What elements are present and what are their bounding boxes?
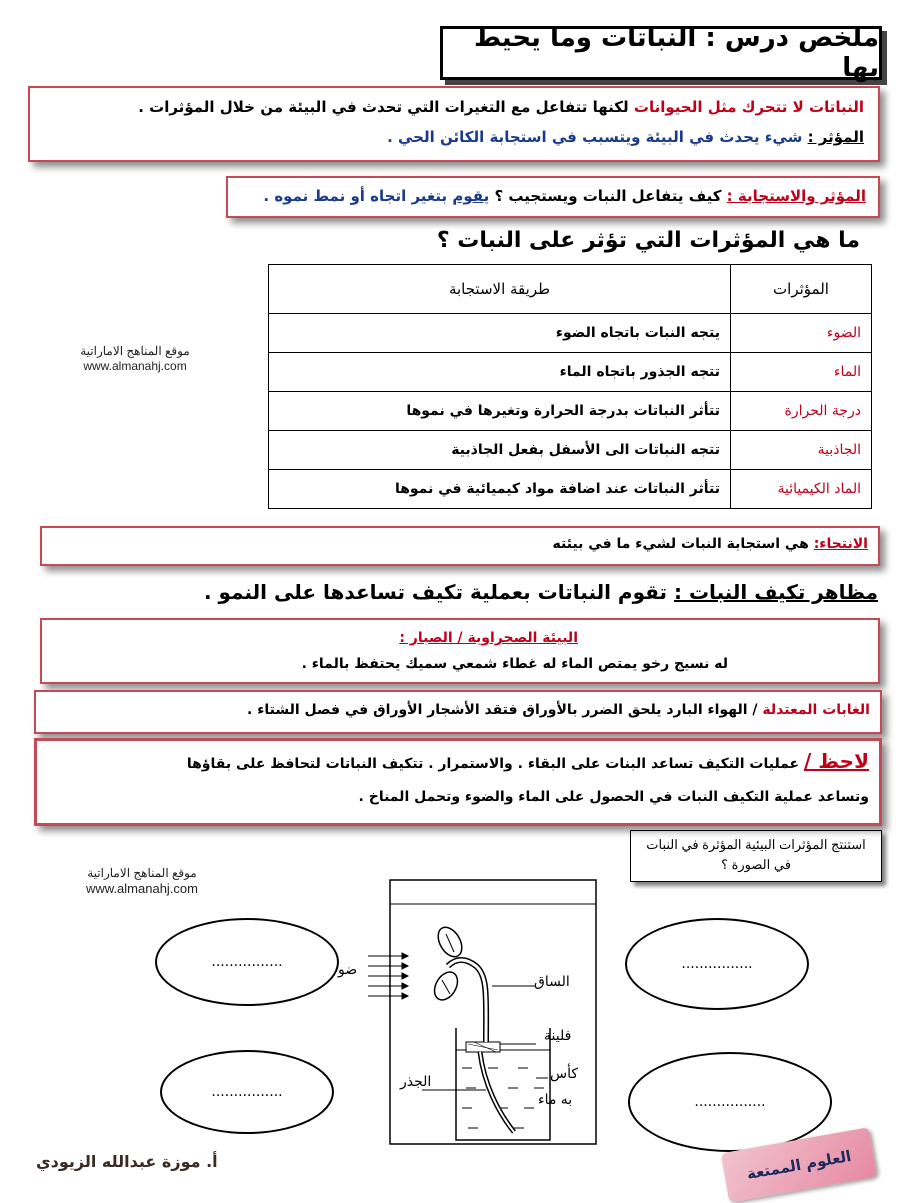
site-name: موقع المناهج الاماراتية bbox=[80, 344, 190, 358]
site-watermark bbox=[60, 344, 210, 374]
stimulus-cell: الضوء bbox=[731, 314, 872, 353]
desert-box bbox=[40, 618, 880, 684]
response-answer-underlined: يقوم bbox=[452, 187, 490, 205]
note-line2: وتساعد عملية التكيف النبات في الحصول على الماء والضوء وتحمل المناخ . bbox=[358, 789, 869, 805]
note-line1: عمليات التكيف تساعد البنات على البقاء . والاستمرار . تتكيف النباتات لتحافظ على بقاؤها bbox=[186, 756, 800, 772]
tropism-text: هي استجابة النبات لشيء ما في بيئته bbox=[552, 536, 809, 552]
stimulus-label: المؤثر : bbox=[807, 128, 864, 146]
table-row bbox=[269, 353, 872, 392]
stimulus-cell: الماد الكيميائية bbox=[731, 470, 872, 509]
response-cell: تتأثر النباتات عند اضافة مواد كيميائية في نموها bbox=[269, 470, 731, 509]
answer-ellipse-bottom-right[interactable] bbox=[628, 1052, 832, 1152]
site-url[interactable]: www.almanahj.com bbox=[86, 881, 198, 896]
response-question: كيف يتفاعل النبات ويستجيب ؟ bbox=[494, 187, 722, 205]
table-row bbox=[269, 470, 872, 509]
stimulus-cell: درجة الحرارة bbox=[731, 392, 872, 431]
stimulus-definition: شيء يحدث في البيئة ويتسبب في استجابة الكائن الحي . bbox=[387, 128, 803, 146]
stimulus-cell: الجاذبية bbox=[731, 431, 872, 470]
table-header-row bbox=[269, 265, 872, 314]
note-box bbox=[34, 738, 882, 826]
table-row bbox=[269, 392, 872, 431]
site-name: موقع المناهج الاماراتية bbox=[87, 866, 197, 880]
answer-ellipse-top-right[interactable] bbox=[625, 918, 809, 1010]
label-root: الجذر bbox=[400, 1074, 432, 1090]
desert-text: له نسيج رخو يمتص الماء له غطاء شمعي سميك يحتفظ بالماء . bbox=[301, 656, 728, 672]
adaptation-label: مظاهر تكيف النبات : bbox=[674, 580, 878, 604]
stamp-text: العلوم الممتعة bbox=[745, 1146, 853, 1184]
tropism-box bbox=[40, 526, 880, 566]
question-box: استنتج المؤثرات البيئية المؤثرة في النبات في الصورة ؟ bbox=[630, 830, 882, 882]
blank-dots: ................ bbox=[694, 1094, 766, 1110]
site-watermark-2 bbox=[72, 866, 212, 896]
response-cell: يتجه النبات باتجاه الضوء bbox=[269, 314, 731, 353]
note-label: لاحظ / bbox=[804, 749, 869, 773]
answer-ellipse-bottom-left[interactable] bbox=[160, 1050, 334, 1134]
response-cell: تتأثر النباتات بدرجة الحرارة وتغيرها في نموها bbox=[269, 392, 731, 431]
blank-dots: ................ bbox=[211, 954, 283, 970]
answer-ellipse-top-left[interactable] bbox=[155, 918, 339, 1006]
label-cork: فلينة bbox=[544, 1028, 572, 1044]
forest-label: الغابات المعتدلة bbox=[762, 702, 870, 718]
desert-label: البيئة الصحراوية / الصبار : bbox=[399, 630, 578, 646]
header-stimulus: المؤثرات bbox=[731, 265, 872, 314]
label-stem: الساق bbox=[534, 974, 570, 990]
forest-box bbox=[34, 690, 882, 734]
table-title: ما هي المؤثرات التي تؤثر على النبات ؟ bbox=[436, 228, 860, 253]
blank-dots: ................ bbox=[211, 1084, 283, 1100]
response-cell: تتجه الجذور باتجاه الماء bbox=[269, 353, 731, 392]
forest-text: / الهواء البارد يلحق الضرر بالأوراق فتقد الأشجار الأوراق في فصل الشتاء . bbox=[247, 702, 758, 718]
plant-diagram bbox=[338, 878, 602, 1148]
intro-box bbox=[28, 86, 880, 162]
table-row bbox=[269, 314, 872, 353]
label-cup-water: به ماء bbox=[538, 1092, 573, 1108]
blank-dots: ................ bbox=[681, 956, 753, 972]
label-light: ضو bbox=[338, 962, 358, 978]
header-response: طريقة الاستجابة bbox=[269, 265, 731, 314]
intro-rest-text: لكنها تتفاعل مع التغيرات التي تحدث في البيئة من خلال المؤثرات . bbox=[138, 98, 629, 116]
adaptation-text: تقوم النباتات بعملية تكيف تساعدها على النمو . bbox=[203, 580, 668, 604]
response-answer: بتغير اتجاه أو نمط نموه . bbox=[263, 187, 448, 205]
site-url[interactable]: www.almanahj.com bbox=[83, 359, 187, 373]
table-row bbox=[269, 431, 872, 470]
stimulus-cell: الماء bbox=[731, 353, 872, 392]
label-cup: كأس bbox=[550, 1066, 579, 1082]
page-title: ملخص درس : النباتات وما يحيط بها bbox=[440, 26, 882, 80]
author-name: أ. موزة عبدالله الزيودي bbox=[36, 1152, 218, 1171]
response-cell: تتجه النباتات الى الأسفل بفعل الجاذبية bbox=[269, 431, 731, 470]
response-box bbox=[226, 176, 880, 218]
adaptation-heading bbox=[204, 580, 878, 604]
response-label: المؤثر والاستجابة : bbox=[726, 187, 866, 205]
tropism-label: الانتحاء: bbox=[813, 536, 868, 552]
stimuli-table bbox=[268, 264, 872, 509]
intro-red-text: النباتات لا تتحرك مثل الحيوانات bbox=[633, 98, 864, 116]
